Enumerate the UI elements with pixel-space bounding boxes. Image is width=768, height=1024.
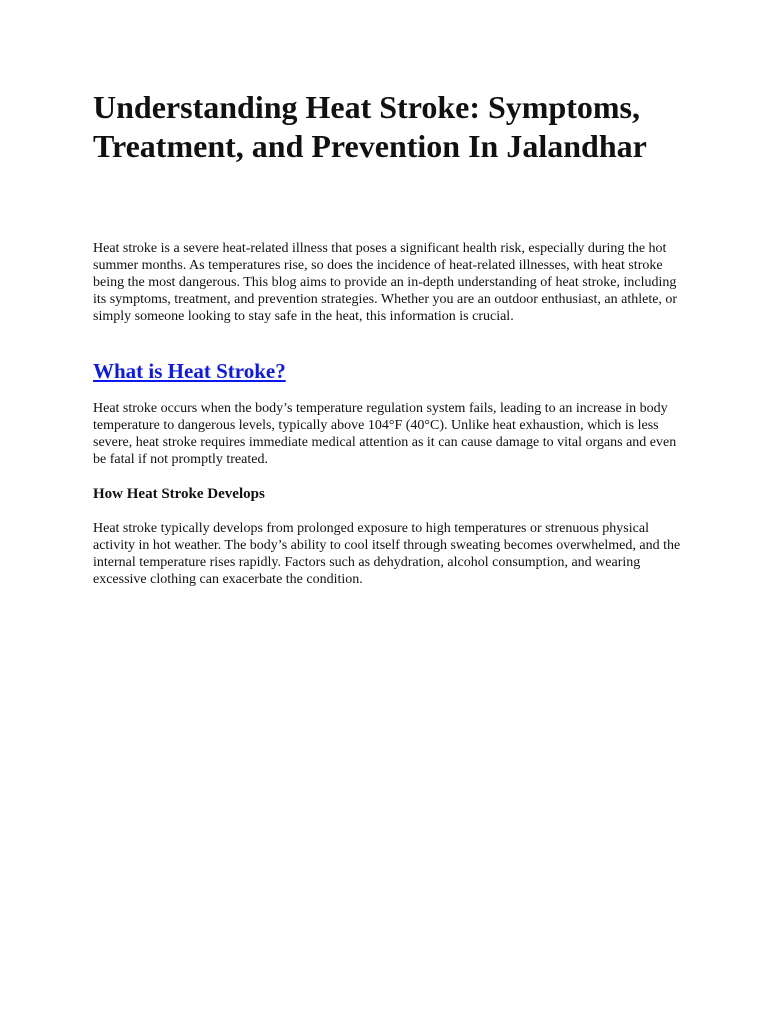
- subheading-how-heat-stroke-develops: How Heat Stroke Develops: [93, 486, 265, 502]
- section-paragraph-what-is-heat-stroke: Heat stroke occurs when the body’s temperature regulation system fails, leading to an increase in body temperature to dangerous levels, typically above 104°F (40°C). Unlike heat exhaustion, which is less severe, heat stroke requires immediate medical attention as it can cause damage to vital organs and even be fatal if not promptly treated.: [93, 401, 677, 467]
- page-title: Understanding Heat Stroke: Symptoms, Treatment, and Prevention In Jalandhar: [93, 89, 647, 164]
- section-heading-what-is-heat-stroke: [93, 358, 286, 384]
- intro-paragraph: Heat stroke is a severe heat-related illness that poses a significant health risk, especially during the hot summer months. As temperatures rise, so does the incidence of heat-related illnesses, with heat stroke being the most dangerous. This blog aims to provide an in-depth understanding of heat stroke, including its symptoms, treatment, and prevention strategies. Whether you are an outdoor enthusiast, an athlete, or simply someone looking to stay safe in the heat, this information is crucial.: [93, 241, 678, 324]
- section-paragraph-how-heat-stroke-develops: Heat stroke typically develops from prolonged exposure to high temperatures or strenuous physical activity in hot weather. The body’s ability to cool itself through sweating becomes overwhelmed, and the internal temperature rises rapidly. Factors such as dehydration, alcohol consumption, and wearing excessive clothing can exacerbate the condition.: [93, 521, 681, 587]
- article: [93, 88, 683, 587]
- what-is-heat-stroke-link[interactable]: What is Heat Stroke?: [93, 359, 286, 383]
